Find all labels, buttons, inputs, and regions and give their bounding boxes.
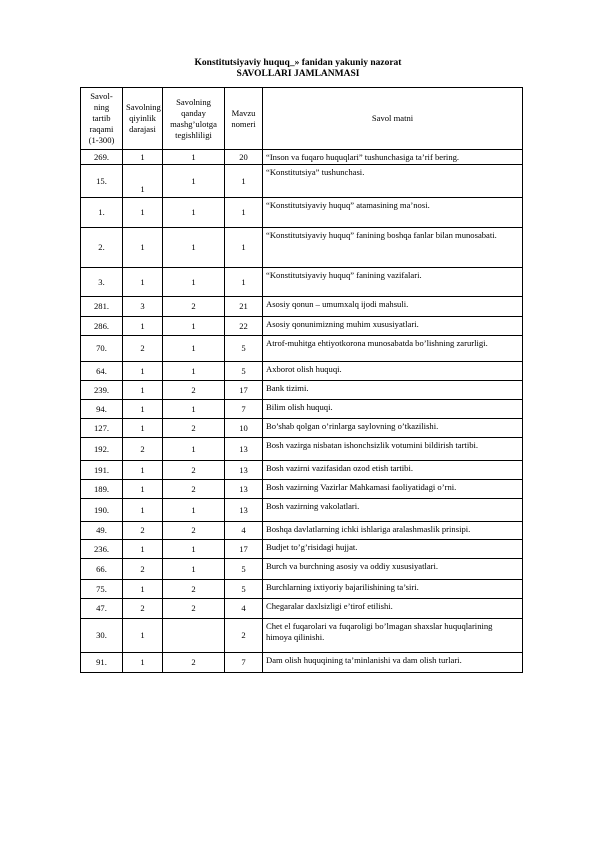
cell-question-number: 66.	[81, 559, 123, 580]
cell-question-text: Axborot olish huquqi.	[263, 362, 523, 381]
table-row	[81, 419, 523, 438]
cell-difficulty: 1	[123, 317, 163, 336]
cell-difficulty: 1	[123, 480, 163, 499]
cell-topic: 5	[225, 559, 263, 580]
table-row	[81, 599, 523, 619]
table-row	[81, 228, 523, 268]
cell-question-number: 75.	[81, 580, 123, 599]
cell-question-text: Bosh vazirning Vazirlar Mahkamasi faoliyatidagi o’rni.	[263, 480, 523, 499]
cell-difficulty: 1	[123, 419, 163, 438]
table-row	[81, 317, 523, 336]
cell-topic: 22	[225, 317, 263, 336]
cell-question-number: 70.	[81, 336, 123, 362]
table-row	[81, 381, 523, 400]
cell-lesson: 2	[163, 381, 225, 400]
table-row	[81, 362, 523, 381]
table-row	[81, 438, 523, 461]
cell-topic: 13	[225, 461, 263, 480]
table-row	[81, 461, 523, 480]
cell-topic: 1	[225, 268, 263, 297]
cell-lesson: 1	[163, 438, 225, 461]
cell-lesson: 2	[163, 419, 225, 438]
document-title: Konstitutsiyaviy huquq_» fanidan yakuniy nazorat	[194, 58, 402, 68]
cell-question-text: “Konstitutsiyaviy huquq” fanining boshqa fanlar bilan munosabati.	[263, 228, 523, 268]
table-row	[81, 400, 523, 419]
cell-question-number: 3.	[81, 268, 123, 297]
cell-question-number: 281.	[81, 297, 123, 317]
cell-lesson: 2	[163, 580, 225, 599]
cell-question-text: Bo’shab qolgan o’rinlarga saylovning o’tkazilishi.	[263, 419, 523, 438]
cell-topic: 7	[225, 400, 263, 419]
cell-question-number: 94.	[81, 400, 123, 419]
cell-topic: 4	[225, 599, 263, 619]
cell-difficulty: 2	[123, 559, 163, 580]
cell-lesson: 2	[163, 480, 225, 499]
questions-table	[80, 87, 523, 673]
cell-lesson: 1	[163, 540, 225, 559]
cell-question-number: 91.	[81, 653, 123, 673]
column-header-difficulty: Savolning qiyinlik darajasi	[123, 88, 163, 150]
cell-difficulty: 2	[123, 599, 163, 619]
cell-difficulty: 1	[123, 150, 163, 165]
cell-difficulty: 1	[123, 165, 163, 198]
cell-question-number: 286.	[81, 317, 123, 336]
table-row	[81, 297, 523, 317]
cell-question-text: Asosiy qonunimizning muhim xususiyatlari.	[263, 317, 523, 336]
cell-question-text: Dam olish huquqining ta’minlanishi va dam olish turlari.	[263, 653, 523, 673]
cell-lesson: 1	[163, 559, 225, 580]
cell-difficulty: 1	[123, 540, 163, 559]
cell-difficulty: 3	[123, 297, 163, 317]
cell-lesson: 1	[163, 362, 225, 381]
cell-question-number: 236.	[81, 540, 123, 559]
cell-question-number: 2.	[81, 228, 123, 268]
cell-lesson: 1	[163, 165, 225, 198]
cell-difficulty: 1	[123, 381, 163, 400]
cell-question-number: 269.	[81, 150, 123, 165]
cell-difficulty: 1	[123, 499, 163, 522]
cell-question-text: “Konstitutsiyaviy huquq” atamasining ma’nosi.	[263, 198, 523, 228]
cell-lesson: 2	[163, 297, 225, 317]
cell-question-text: Chegaralar daxlsizligi e’tirof etilishi.	[263, 599, 523, 619]
table-body	[81, 150, 523, 673]
cell-lesson: 1	[163, 228, 225, 268]
cell-difficulty: 1	[123, 362, 163, 381]
cell-question-number: 1.	[81, 198, 123, 228]
cell-topic: 1	[225, 198, 263, 228]
cell-topic: 21	[225, 297, 263, 317]
table-row	[81, 198, 523, 228]
table-row	[81, 559, 523, 580]
cell-lesson: 1	[163, 499, 225, 522]
cell-topic: 13	[225, 480, 263, 499]
cell-topic: 17	[225, 381, 263, 400]
cell-question-text: Bank tizimi.	[263, 381, 523, 400]
cell-question-number: 64.	[81, 362, 123, 381]
cell-topic: 1	[225, 228, 263, 268]
cell-question-number: 239.	[81, 381, 123, 400]
cell-topic: 20	[225, 150, 263, 165]
column-header-lesson: Savolning qanday mashg’ulotga tegishliligi	[163, 88, 225, 150]
cell-question-number: 192.	[81, 438, 123, 461]
column-header-topic: Mavzu nomeri	[225, 88, 263, 150]
cell-question-text: Bosh vazirni vazifasidan ozod etish tartibi.	[263, 461, 523, 480]
cell-lesson: 2	[163, 653, 225, 673]
cell-topic: 7	[225, 653, 263, 673]
cell-question-number: 15.	[81, 165, 123, 198]
document-subtitle: SAVOLLARI JAMLANMASI	[236, 69, 360, 79]
column-header-question-text: Savol matni	[263, 88, 523, 150]
table-row	[81, 580, 523, 599]
cell-difficulty: 1	[123, 580, 163, 599]
cell-difficulty: 1	[123, 400, 163, 419]
cell-lesson: 1	[163, 317, 225, 336]
cell-difficulty: 1	[123, 198, 163, 228]
cell-question-number: 47.	[81, 599, 123, 619]
cell-difficulty: 1	[123, 228, 163, 268]
cell-question-text: Budjet to’g’risidagi hujjat.	[263, 540, 523, 559]
cell-topic: 10	[225, 419, 263, 438]
cell-difficulty: 1	[123, 619, 163, 653]
cell-question-number: 189.	[81, 480, 123, 499]
cell-topic: 5	[225, 580, 263, 599]
column-header-number: Savol-ning tartib raqami (1-300)	[81, 88, 123, 150]
cell-topic: 5	[225, 362, 263, 381]
table-row	[81, 499, 523, 522]
cell-question-text: Atrof-muhitga ehtiyotkorona munosabatda bo’lishning zarurligi.	[263, 336, 523, 362]
cell-difficulty: 2	[123, 336, 163, 362]
cell-question-text: “Konstitutsiyaviy huquq” fanining vazifalari.	[263, 268, 523, 297]
cell-question-number: 49.	[81, 522, 123, 540]
cell-question-text: Boshqa davlatlarning ichki ishlariga aralashmaslik prinsipi.	[263, 522, 523, 540]
table-row	[81, 150, 523, 165]
table-row	[81, 268, 523, 297]
cell-topic: 13	[225, 499, 263, 522]
cell-question-number: 30.	[81, 619, 123, 653]
cell-question-text: Asosiy qonun – umumxalq ijodi mahsuli.	[263, 297, 523, 317]
cell-topic: 13	[225, 438, 263, 461]
table-row	[81, 653, 523, 673]
cell-lesson: 1	[163, 336, 225, 362]
cell-difficulty: 1	[123, 653, 163, 673]
cell-topic: 17	[225, 540, 263, 559]
cell-lesson: 1	[163, 198, 225, 228]
cell-lesson: 1	[163, 150, 225, 165]
cell-difficulty: 2	[123, 438, 163, 461]
cell-topic: 1	[225, 165, 263, 198]
cell-question-text: Burch va burchning asosiy va oddiy xususiyatlari.	[263, 559, 523, 580]
cell-topic: 5	[225, 336, 263, 362]
cell-question-number: 127.	[81, 419, 123, 438]
cell-question-text: Bilim olish huquqi.	[263, 400, 523, 419]
cell-question-number: 190.	[81, 499, 123, 522]
cell-question-text: “Inson va fuqaro huquqlari” tushunchasiga ta’rif bering.	[263, 150, 523, 165]
cell-difficulty: 2	[123, 522, 163, 540]
table-row	[81, 336, 523, 362]
cell-question-number: 191.	[81, 461, 123, 480]
table-row	[81, 165, 523, 198]
cell-topic: 2	[225, 619, 263, 653]
cell-topic: 4	[225, 522, 263, 540]
table-row	[81, 522, 523, 540]
cell-question-text: Burchlarning ixtiyoriy bajarilishining ta’siri.	[263, 580, 523, 599]
table-row	[81, 540, 523, 559]
cell-lesson: 1	[163, 268, 225, 297]
cell-question-text: “Konstitutsiya” tushunchasi.	[263, 165, 523, 198]
cell-question-text: Chet el fuqarolari va fuqaroligi bo’lmagan shaxslar huquqlarining himoya qilinishi.	[263, 619, 523, 653]
cell-lesson: 2	[163, 461, 225, 480]
cell-question-text: Bosh vazirga nisbatan ishonchsizlik votumini bildirish tartibi.	[263, 438, 523, 461]
table-row	[81, 619, 523, 653]
cell-difficulty: 1	[123, 461, 163, 480]
cell-lesson: 2	[163, 599, 225, 619]
cell-question-text: Bosh vazirning vakolatlari.	[263, 499, 523, 522]
table-row	[81, 480, 523, 499]
table-header-row	[81, 88, 523, 150]
cell-lesson: 1	[163, 400, 225, 419]
cell-difficulty: 1	[123, 268, 163, 297]
cell-lesson: 2	[163, 522, 225, 540]
cell-lesson	[163, 619, 225, 653]
